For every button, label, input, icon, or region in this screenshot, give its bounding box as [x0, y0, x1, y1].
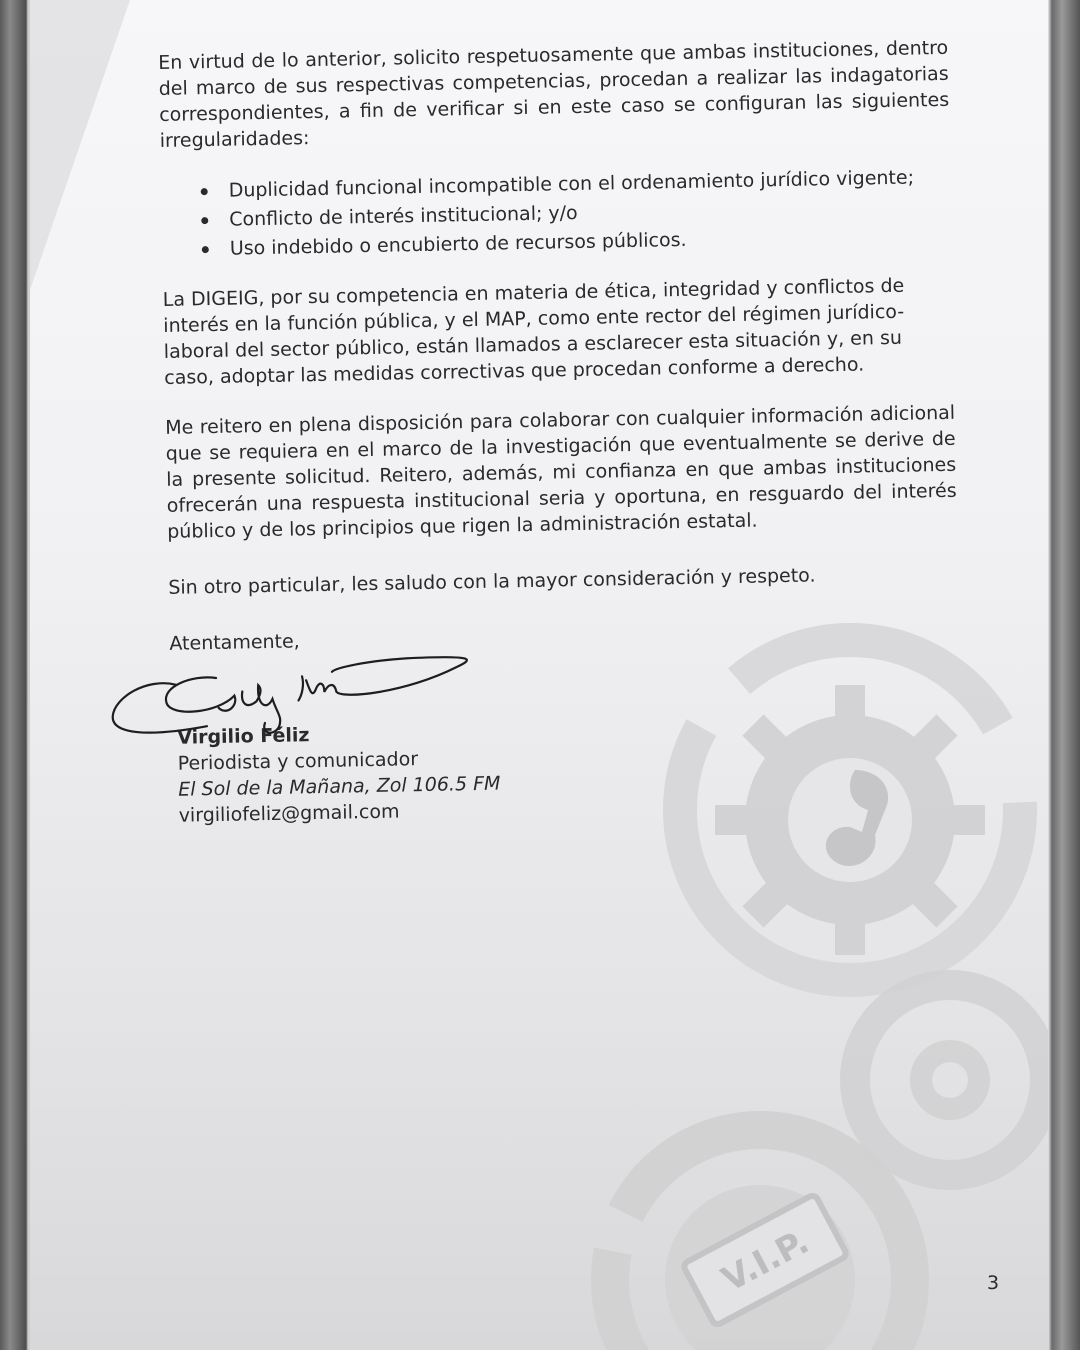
- bullet-icon: [201, 217, 208, 224]
- irregularities-list: [160, 163, 952, 265]
- list-item-text: Duplicidad funcional incompatible con el ordenamiento jurídico vigente;: [228, 166, 915, 202]
- letter-body: [158, 35, 963, 829]
- handwritten-signature: [106, 651, 488, 748]
- list-item-text: Conflicto de interés institucional; y/o: [229, 201, 578, 231]
- page-fold-shadow: [30, 0, 130, 290]
- page-number: 3: [987, 1272, 1000, 1294]
- signer-organization: El Sol de la Mañana, Zol 106.5 FM: [177, 772, 501, 801]
- photo-edge: [1048, 0, 1080, 1350]
- closing-salutation: Atentamente,: [169, 630, 300, 655]
- vip-stamp-text: V.I.P.: [715, 1221, 816, 1301]
- paragraph-availability: Me reitero en plena disposición para colaborar con cualquier información adicional que se requiera en el marco de la investigación que eventualmente se derive de la presente solicitud. Reitero, además, mi confianza en que ambas instituciones ofrecerán una respuesta institucional seria y oportuna, en resguardo del interés público y de los principios que rigen la administración estatal.: [165, 401, 957, 543]
- signer-name: Virgilio Féliz: [176, 724, 310, 749]
- letter-page: [30, 0, 1048, 1350]
- signer-title: Periodista y comunicador: [177, 748, 419, 775]
- bullet-icon: [202, 246, 209, 253]
- list-item-text: Uso indebido o encubierto de recursos públicos.: [229, 228, 687, 260]
- paragraph-institutions: La DIGEIG, por su competencia en materia de ética, integridad y conflictos de interés en la función pública, y el MAP, como ente rector del régimen jurídico-laboral del sector público, están llamados a esclarecer esta situación y, en su caso, adoptar las medidas correctivas que procedan conforme a derecho.: [162, 274, 905, 389]
- bullet-icon: [201, 188, 208, 195]
- signer-email: virgiliofeliz@gmail.com: [178, 800, 400, 827]
- paragraph-request: En virtud de lo anterior, solicito respetuosamente que ambas instituciones, dentro del marco de sus respectivas competencias, procedan a realizar las indagatorias correspondientes, a fin de verificar si en este caso se configuran las siguientes irregularidades:: [158, 36, 950, 152]
- paragraph-farewell: Sin otro particular, les saludo con la mayor consideración y respeto.: [168, 564, 816, 599]
